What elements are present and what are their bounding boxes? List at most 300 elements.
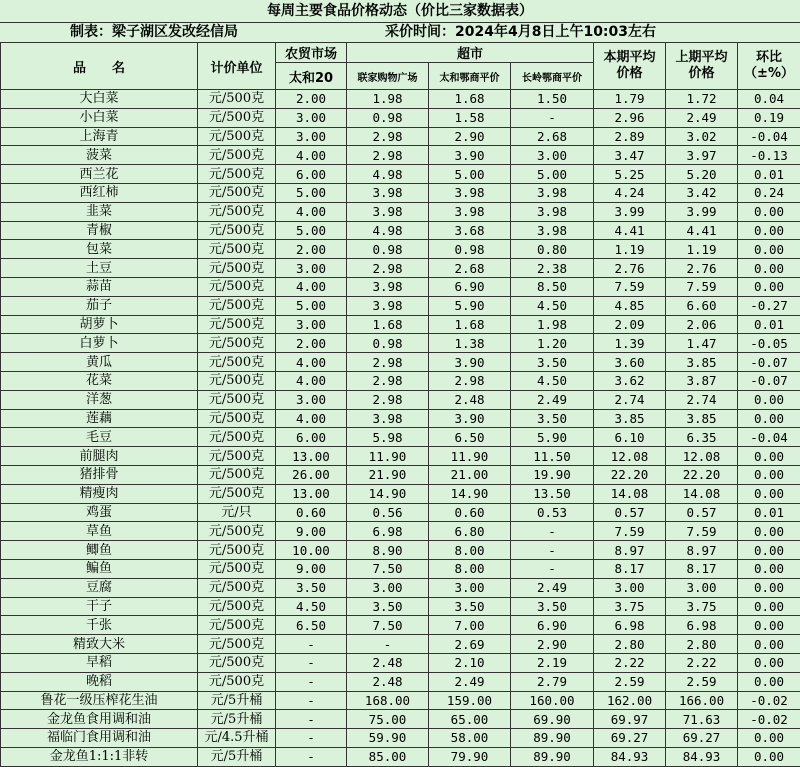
- item-name: 西兰花: [1, 165, 198, 184]
- item-name: 韭菜: [1, 202, 198, 221]
- change-pct: 0.01: [738, 165, 800, 184]
- changling-price: -: [511, 108, 594, 127]
- lianjia-price: 7.50: [347, 616, 429, 635]
- table-row: [1, 672, 800, 691]
- prev-avg: 2.06: [666, 315, 738, 334]
- current-avg: 3.47: [594, 146, 666, 165]
- market-price: 3.00: [276, 127, 347, 146]
- prev-avg: 1.72: [666, 90, 738, 109]
- item-name: 早稻: [1, 653, 198, 672]
- change-pct: 0.24: [738, 183, 800, 202]
- changling-price: 4.50: [511, 371, 594, 390]
- prev-avg: 69.27: [666, 729, 738, 748]
- header-prev-avg: 上期平均 价格: [666, 43, 738, 90]
- table-row: [1, 146, 800, 165]
- change-pct: 0.00: [738, 447, 800, 466]
- market-price: -: [276, 672, 347, 691]
- taihe-price: 2.10: [429, 653, 511, 672]
- changling-price: 2.38: [511, 259, 594, 278]
- market-price: 4.00: [276, 202, 347, 221]
- item-name: 鳊鱼: [1, 559, 198, 578]
- item-unit: 元/500克: [198, 672, 276, 691]
- table-row: [1, 202, 800, 221]
- changling-price: 1.20: [511, 334, 594, 353]
- prev-avg: 3.87: [666, 371, 738, 390]
- current-avg: 0.57: [594, 503, 666, 522]
- current-avg: 3.60: [594, 353, 666, 372]
- change-pct: 0.00: [738, 653, 800, 672]
- table-row: [1, 559, 800, 578]
- table-row: [1, 747, 800, 766]
- taihe-price: 3.90: [429, 409, 511, 428]
- header-supermarket-group: 超市: [347, 43, 594, 63]
- taihe-price: 1.68: [429, 315, 511, 334]
- prev-avg: 3.42: [666, 183, 738, 202]
- item-unit: 元/5升桶: [198, 691, 276, 710]
- taihe-price: 6.50: [429, 428, 511, 447]
- item-unit: 元/500克: [198, 296, 276, 315]
- change-pct: 0.00: [738, 484, 800, 503]
- item-unit: 元/500克: [198, 465, 276, 484]
- current-avg: 2.80: [594, 635, 666, 654]
- header-change: 环比 （±%）: [738, 43, 800, 90]
- prev-avg: 6.35: [666, 428, 738, 447]
- header-lianjia: 联家购物广场: [347, 63, 429, 90]
- changling-price: 1.98: [511, 315, 594, 334]
- taihe-price: 3.90: [429, 146, 511, 165]
- taihe-price: 8.00: [429, 559, 511, 578]
- change-pct: -0.02: [738, 710, 800, 729]
- item-name: 精致大米: [1, 635, 198, 654]
- changling-price: 160.00: [511, 691, 594, 710]
- market-price: 10.00: [276, 541, 347, 560]
- prev-avg: 6.98: [666, 616, 738, 635]
- changling-price: 8.50: [511, 277, 594, 296]
- item-name: 花菜: [1, 371, 198, 390]
- market-price: 13.00: [276, 484, 347, 503]
- taihe-price: 3.00: [429, 578, 511, 597]
- changling-price: 0.53: [511, 503, 594, 522]
- item-unit: 元/5升桶: [198, 710, 276, 729]
- taihe-price: 2.49: [429, 672, 511, 691]
- current-avg: 2.22: [594, 653, 666, 672]
- current-avg: 8.97: [594, 541, 666, 560]
- header-unit: 计价单位: [198, 43, 276, 90]
- table-body: [1, 90, 800, 767]
- change-pct: 0.00: [738, 559, 800, 578]
- change-pct: -0.27: [738, 296, 800, 315]
- item-unit: 元/500克: [198, 371, 276, 390]
- current-avg: 22.20: [594, 465, 666, 484]
- item-name: 福临门食用调和油: [1, 729, 198, 748]
- change-pct: 0.00: [738, 277, 800, 296]
- current-avg: 3.99: [594, 202, 666, 221]
- item-unit: 元/500克: [198, 541, 276, 560]
- lianjia-price: 21.90: [347, 465, 429, 484]
- item-unit: 元/500克: [198, 334, 276, 353]
- taihe-price: 1.38: [429, 334, 511, 353]
- lianjia-price: 6.98: [347, 522, 429, 541]
- item-name: 莲藕: [1, 409, 198, 428]
- current-avg: 14.08: [594, 484, 666, 503]
- market-price: 3.00: [276, 259, 347, 278]
- current-avg: 4.41: [594, 221, 666, 240]
- change-pct: 0.00: [738, 541, 800, 560]
- taihe-price: 2.69: [429, 635, 511, 654]
- prev-avg: 8.97: [666, 541, 738, 560]
- table-row: [1, 653, 800, 672]
- changling-price: 3.50: [511, 353, 594, 372]
- item-name: 黄瓜: [1, 353, 198, 372]
- change-pct: 0.00: [738, 597, 800, 616]
- current-avg: 2.89: [594, 127, 666, 146]
- lianjia-price: 75.00: [347, 710, 429, 729]
- lianjia-price: 59.90: [347, 729, 429, 748]
- item-name: 茄子: [1, 296, 198, 315]
- item-name: 鸡蛋: [1, 503, 198, 522]
- item-unit: 元/500克: [198, 597, 276, 616]
- taihe-price: 3.68: [429, 221, 511, 240]
- change-pct: 0.00: [738, 465, 800, 484]
- lianjia-price: -: [347, 635, 429, 654]
- table-row: [1, 522, 800, 541]
- market-price: 4.00: [276, 277, 347, 296]
- changling-price: 0.80: [511, 240, 594, 259]
- item-unit: 元/只: [198, 503, 276, 522]
- changling-price: 3.00: [511, 146, 594, 165]
- item-unit: 元/500克: [198, 353, 276, 372]
- change-pct: 0.00: [738, 409, 800, 428]
- item-unit: 元/500克: [198, 277, 276, 296]
- prev-avg: 3.75: [666, 597, 738, 616]
- table-row: [1, 165, 800, 184]
- table-row: [1, 390, 800, 409]
- taihe-price: 3.50: [429, 597, 511, 616]
- item-name: 毛豆: [1, 428, 198, 447]
- item-name: 千张: [1, 616, 198, 635]
- market-price: -: [276, 653, 347, 672]
- item-name: 洋葱: [1, 390, 198, 409]
- lianjia-price: 3.98: [347, 202, 429, 221]
- taihe-price: 3.98: [429, 202, 511, 221]
- item-unit: 元/4.5升桶: [198, 729, 276, 748]
- current-avg: 69.27: [594, 729, 666, 748]
- changling-price: 5.90: [511, 428, 594, 447]
- changling-price: 6.90: [511, 616, 594, 635]
- item-unit: 元/500克: [198, 221, 276, 240]
- taihe-price: 2.90: [429, 127, 511, 146]
- changling-price: 2.90: [511, 635, 594, 654]
- item-name: 大白菜: [1, 90, 198, 109]
- lianjia-price: 2.98: [347, 127, 429, 146]
- table-row: [1, 277, 800, 296]
- header-market-taihe: 太和20: [276, 63, 347, 90]
- changling-price: -: [511, 522, 594, 541]
- header-current-avg: 本期平均 价格: [594, 43, 666, 90]
- changling-price: 13.50: [511, 484, 594, 503]
- lianjia-price: 0.56: [347, 503, 429, 522]
- item-name: 青椒: [1, 221, 198, 240]
- prev-avg: 7.59: [666, 522, 738, 541]
- table-row: [1, 183, 800, 202]
- market-price: 5.00: [276, 221, 347, 240]
- change-pct: 0.00: [738, 729, 800, 748]
- table-row: [1, 371, 800, 390]
- item-unit: 元/500克: [198, 484, 276, 503]
- market-price: 4.00: [276, 371, 347, 390]
- current-avg: 8.17: [594, 559, 666, 578]
- current-avg: 7.59: [594, 277, 666, 296]
- changling-price: -: [511, 559, 594, 578]
- prev-avg: 3.97: [666, 146, 738, 165]
- item-name: 鲁花一级压榨花生油: [1, 691, 198, 710]
- change-pct: 0.00: [738, 578, 800, 597]
- market-price: 5.00: [276, 183, 347, 202]
- taihe-price: 159.00: [429, 691, 511, 710]
- market-price: -: [276, 729, 347, 748]
- item-name: 金龙鱼食用调和油: [1, 710, 198, 729]
- change-pct: -0.05: [738, 334, 800, 353]
- market-price: -: [276, 635, 347, 654]
- item-unit: 元/500克: [198, 202, 276, 221]
- taihe-price: 5.90: [429, 296, 511, 315]
- prev-avg: 2.49: [666, 108, 738, 127]
- current-avg: 1.19: [594, 240, 666, 259]
- market-price: 2.00: [276, 90, 347, 109]
- item-unit: 元/500克: [198, 259, 276, 278]
- item-name: 菠菜: [1, 146, 198, 165]
- prev-avg: 2.22: [666, 653, 738, 672]
- lianjia-price: 2.98: [347, 390, 429, 409]
- changling-price: 3.50: [511, 597, 594, 616]
- taihe-price: 6.90: [429, 277, 511, 296]
- market-price: 3.00: [276, 390, 347, 409]
- lianjia-price: 0.98: [347, 108, 429, 127]
- prev-avg: 1.47: [666, 334, 738, 353]
- change-pct: -0.07: [738, 371, 800, 390]
- current-avg: 2.59: [594, 672, 666, 691]
- item-unit: 元/500克: [198, 390, 276, 409]
- collect-time-label: 采价时间：2024年4月8日上午10:03左右: [385, 22, 656, 42]
- lianjia-price: 0.98: [347, 334, 429, 353]
- item-name: 精瘦肉: [1, 484, 198, 503]
- lianjia-price: 1.98: [347, 90, 429, 109]
- taihe-price: 11.90: [429, 447, 511, 466]
- lianjia-price: 1.68: [347, 315, 429, 334]
- changling-price: 2.68: [511, 127, 594, 146]
- changling-price: 11.50: [511, 447, 594, 466]
- lianjia-price: 2.98: [347, 353, 429, 372]
- table-row: [1, 465, 800, 484]
- lianjia-price: 2.48: [347, 653, 429, 672]
- prev-avg: 7.59: [666, 277, 738, 296]
- item-unit: 元/500克: [198, 522, 276, 541]
- change-pct: 0.00: [738, 221, 800, 240]
- item-name: 草鱼: [1, 522, 198, 541]
- taihe-price: 6.80: [429, 522, 511, 541]
- change-pct: 0.00: [738, 259, 800, 278]
- taihe-price: 2.68: [429, 259, 511, 278]
- current-avg: 3.00: [594, 578, 666, 597]
- prev-avg: 3.85: [666, 409, 738, 428]
- prev-avg: 3.02: [666, 127, 738, 146]
- current-avg: 4.24: [594, 183, 666, 202]
- prev-avg: 14.08: [666, 484, 738, 503]
- table-row: [1, 729, 800, 748]
- table-row: [1, 334, 800, 353]
- prev-avg: 84.93: [666, 747, 738, 766]
- item-name: 鲫鱼: [1, 541, 198, 560]
- market-price: -: [276, 747, 347, 766]
- table-row: [1, 635, 800, 654]
- market-price: 6.50: [276, 616, 347, 635]
- table-row: [1, 353, 800, 372]
- market-price: 0.60: [276, 503, 347, 522]
- prev-avg: 2.76: [666, 259, 738, 278]
- table-row: [1, 240, 800, 259]
- change-pct: 0.00: [738, 635, 800, 654]
- header-name: 品 名: [1, 43, 198, 90]
- change-pct: -0.13: [738, 146, 800, 165]
- market-price: 3.50: [276, 578, 347, 597]
- item-unit: 元/500克: [198, 559, 276, 578]
- item-name: 猪排骨: [1, 465, 198, 484]
- table-row: [1, 221, 800, 240]
- changling-price: 89.90: [511, 747, 594, 766]
- change-pct: 0.00: [738, 616, 800, 635]
- change-pct: -0.07: [738, 353, 800, 372]
- prev-avg: 4.41: [666, 221, 738, 240]
- lianjia-price: 3.98: [347, 296, 429, 315]
- item-name: 西红柿: [1, 183, 198, 202]
- taihe-price: 14.90: [429, 484, 511, 503]
- current-avg: 12.08: [594, 447, 666, 466]
- item-unit: 元/500克: [198, 635, 276, 654]
- current-avg: 2.74: [594, 390, 666, 409]
- item-unit: 元/500克: [198, 428, 276, 447]
- lianjia-price: 14.90: [347, 484, 429, 503]
- header-market-group: 农贸市场: [276, 43, 347, 63]
- change-pct: 0.19: [738, 108, 800, 127]
- taihe-price: 79.90: [429, 747, 511, 766]
- item-name: 豆腐: [1, 578, 198, 597]
- lianjia-price: 2.98: [347, 146, 429, 165]
- taihe-price: 58.00: [429, 729, 511, 748]
- prev-avg: 2.74: [666, 390, 738, 409]
- price-table: [0, 42, 800, 767]
- change-pct: 0.00: [738, 202, 800, 221]
- prev-avg: 5.20: [666, 165, 738, 184]
- market-price: 3.00: [276, 108, 347, 127]
- change-pct: 0.00: [738, 240, 800, 259]
- table-row: [1, 710, 800, 729]
- lianjia-price: 8.90: [347, 541, 429, 560]
- table-row: [1, 90, 800, 109]
- item-name: 干子: [1, 597, 198, 616]
- item-name: 胡萝卜: [1, 315, 198, 334]
- prev-avg: 6.60: [666, 296, 738, 315]
- current-avg: 4.85: [594, 296, 666, 315]
- current-avg: 6.10: [594, 428, 666, 447]
- market-price: 2.00: [276, 334, 347, 353]
- item-unit: 元/500克: [198, 653, 276, 672]
- market-price: 9.00: [276, 559, 347, 578]
- item-unit: 元/5升桶: [198, 747, 276, 766]
- lianjia-price: 3.98: [347, 277, 429, 296]
- item-unit: 元/500克: [198, 578, 276, 597]
- item-unit: 元/500克: [198, 90, 276, 109]
- market-price: 4.00: [276, 353, 347, 372]
- change-pct: 0.04: [738, 90, 800, 109]
- lianjia-price: 4.98: [347, 221, 429, 240]
- item-unit: 元/500克: [198, 240, 276, 259]
- lianjia-price: 2.98: [347, 371, 429, 390]
- item-name: 土豆: [1, 259, 198, 278]
- item-unit: 元/500克: [198, 183, 276, 202]
- current-avg: 1.39: [594, 334, 666, 353]
- table-row: [1, 503, 800, 522]
- market-price: 6.00: [276, 165, 347, 184]
- lianjia-price: 168.00: [347, 691, 429, 710]
- prev-avg: 0.57: [666, 503, 738, 522]
- table-row: [1, 127, 800, 146]
- table-row: [1, 108, 800, 127]
- change-pct: 0.00: [738, 522, 800, 541]
- taihe-price: 3.98: [429, 183, 511, 202]
- taihe-price: 1.58: [429, 108, 511, 127]
- market-price: 4.00: [276, 146, 347, 165]
- table-row: [1, 578, 800, 597]
- prev-avg: 1.19: [666, 240, 738, 259]
- lianjia-price: 2.98: [347, 259, 429, 278]
- item-name: 前腿肉: [1, 447, 198, 466]
- prev-avg: 22.20: [666, 465, 738, 484]
- table-row: [1, 259, 800, 278]
- item-unit: 元/500克: [198, 108, 276, 127]
- sheet-title: 每周主要食品价格动态（价比三家数据表）: [0, 0, 800, 23]
- item-unit: 元/500克: [198, 616, 276, 635]
- taihe-price: 0.98: [429, 240, 511, 259]
- item-name: 小白菜: [1, 108, 198, 127]
- table-row: [1, 484, 800, 503]
- item-unit: 元/500克: [198, 447, 276, 466]
- market-price: 4.50: [276, 597, 347, 616]
- item-name: 金龙鱼1:1:1非转: [1, 747, 198, 766]
- item-name: 白萝卜: [1, 334, 198, 353]
- lianjia-price: 5.98: [347, 428, 429, 447]
- changling-price: 5.00: [511, 165, 594, 184]
- market-price: 5.00: [276, 296, 347, 315]
- current-avg: 2.09: [594, 315, 666, 334]
- current-avg: 84.93: [594, 747, 666, 766]
- lianjia-price: 3.00: [347, 578, 429, 597]
- table-row: [1, 616, 800, 635]
- item-unit: 元/500克: [198, 315, 276, 334]
- prev-avg: 3.99: [666, 202, 738, 221]
- lianjia-price: 3.98: [347, 409, 429, 428]
- lianjia-price: 4.98: [347, 165, 429, 184]
- maker-label: 制表：梁子湖区发改经信局: [70, 22, 238, 42]
- prev-avg: 3.00: [666, 578, 738, 597]
- taihe-price: 7.00: [429, 616, 511, 635]
- prev-avg: 8.17: [666, 559, 738, 578]
- prev-avg: 2.80: [666, 635, 738, 654]
- item-unit: 元/500克: [198, 409, 276, 428]
- table-row: [1, 315, 800, 334]
- changling-price: 2.49: [511, 578, 594, 597]
- changling-price: 3.98: [511, 221, 594, 240]
- current-avg: 1.79: [594, 90, 666, 109]
